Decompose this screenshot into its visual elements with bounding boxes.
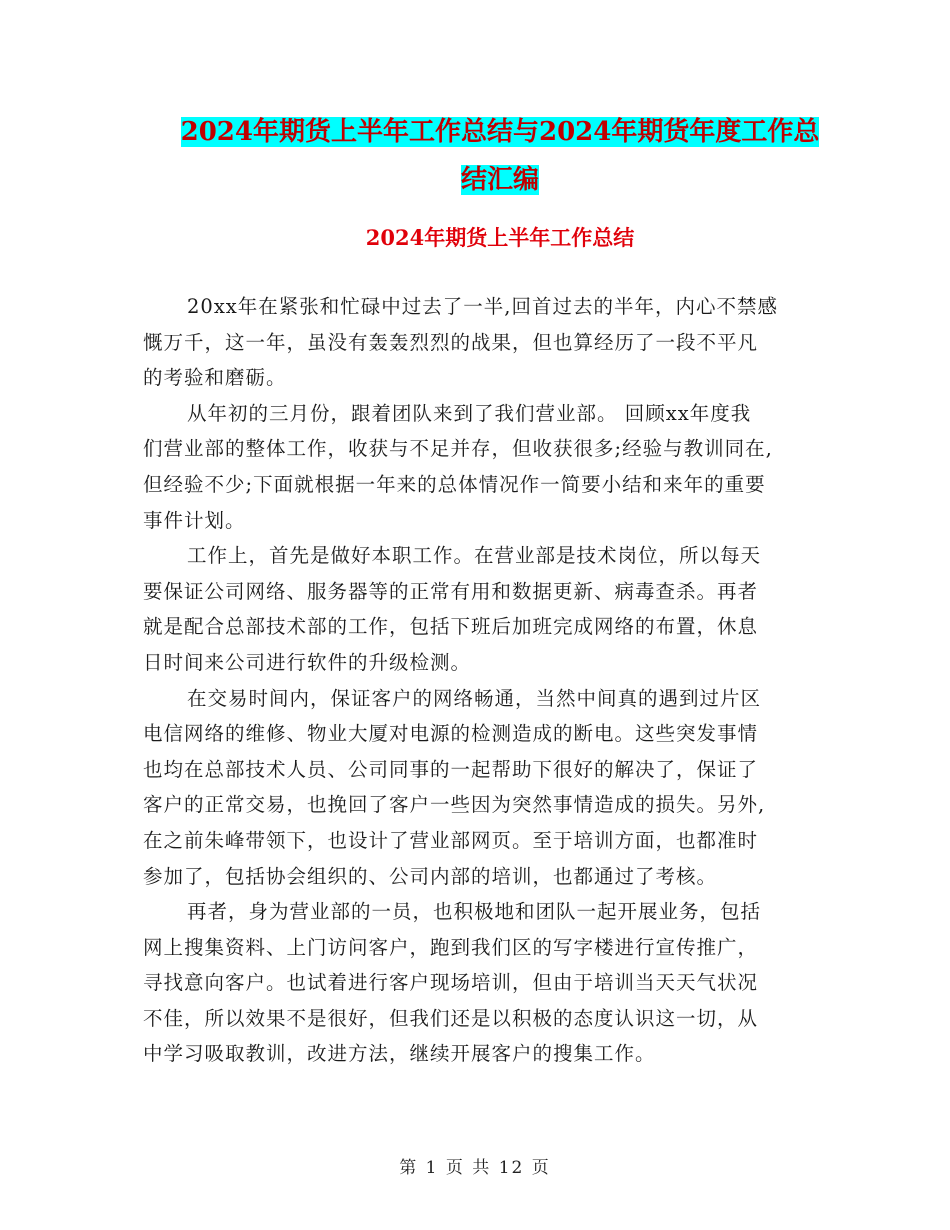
body-text — [143, 289, 813, 1072]
paragraph-line: 事件计划。 — [143, 508, 246, 532]
paragraph-line: 也均在总部技术人员、公司同事的一起帮助下很好的解决了，保证了 — [143, 757, 759, 781]
body-paragraph — [143, 538, 813, 680]
paragraph-line: 在交易时间内，保证客户的网络畅通，当然中间真的遇到过片区 — [187, 686, 762, 710]
paragraph-line: 但经验不少;下面就根据一年来的总体情况作一简要小结和来年的重要 — [143, 472, 766, 496]
body-paragraph — [143, 894, 813, 1072]
paragraph-line: 要保证公司网络、服务器等的正常有用和数据更新、病毒查杀。再者 — [143, 579, 759, 603]
paragraph-line: 网上搜集资料、上门访问客户，跑到我们区的写字楼进行宣传推广， — [143, 935, 759, 959]
section-title: 2024年期货上半年工作总结 — [365, 225, 635, 250]
title-line-1: 2024年期货上半年工作总结与2024年期货年度工作总 — [180, 117, 820, 147]
title-line-2: 结汇编 — [460, 165, 539, 195]
paragraph-line: 寻找意向客户。也试着进行客户现场培训，但由于培训当天天气状况 — [143, 971, 759, 995]
body-paragraph — [143, 289, 813, 396]
paragraph-line: 就是配合总部技术部的工作，包括下班后加班完成网络的布置，休息 — [143, 615, 759, 639]
document-title — [150, 108, 850, 204]
paragraph-line: 中学习吸取教训，改进方法，继续开展客户的搜集工作。 — [143, 1042, 656, 1066]
paragraph-line: 们营业部的整体工作，收获与不足并存，但收获很多;经验与教训同在, — [143, 437, 773, 461]
paragraph-line: 客户的正常交易，也挽回了客户一些因为突然事情造成的损失。另外, — [143, 793, 766, 817]
body-paragraph — [143, 681, 813, 895]
paragraph-line: 电信网络的维修、物业大厦对电源的检测造成的断电。这些突发事情 — [143, 722, 759, 746]
paragraph-line: 再者，身为营业部的一员，也积极地和团队一起开展业务，包括 — [187, 900, 762, 924]
body-paragraph — [143, 396, 813, 538]
paragraph-line: 工作上，首先是做好本职工作。在营业部是技术岗位，所以每天 — [187, 544, 762, 568]
paragraph-line: 20xx年在紧张和忙碌中过去了一半,回首过去的半年，内心不禁感 — [187, 295, 779, 318]
paragraph-line: 的考验和磨砺。 — [143, 366, 287, 390]
paragraph-line: 参加了，包括协会组织的、公司内部的培训，也都通过了考核。 — [143, 864, 718, 888]
paragraph-line: 从年初的三月份，跟着团队来到了我们营业部。 回顾xx年度我 — [187, 401, 752, 425]
paragraph-line: 日时间来公司进行软件的升级检测。 — [143, 650, 472, 674]
paragraph-line: 在之前朱峰带领下，也设计了营业部网页。至于培训方面，也都准时 — [143, 828, 759, 852]
page-footer: 第 1 页 共 12 页 — [399, 1158, 551, 1178]
paragraph-line: 不佳，所以效果不是很好，但我们还是以积极的态度认识这一切，从 — [143, 1006, 759, 1030]
paragraph-line: 慨万千，这一年，虽没有轰轰烈烈的战果，但也算经历了一段不平凡 — [143, 330, 759, 354]
